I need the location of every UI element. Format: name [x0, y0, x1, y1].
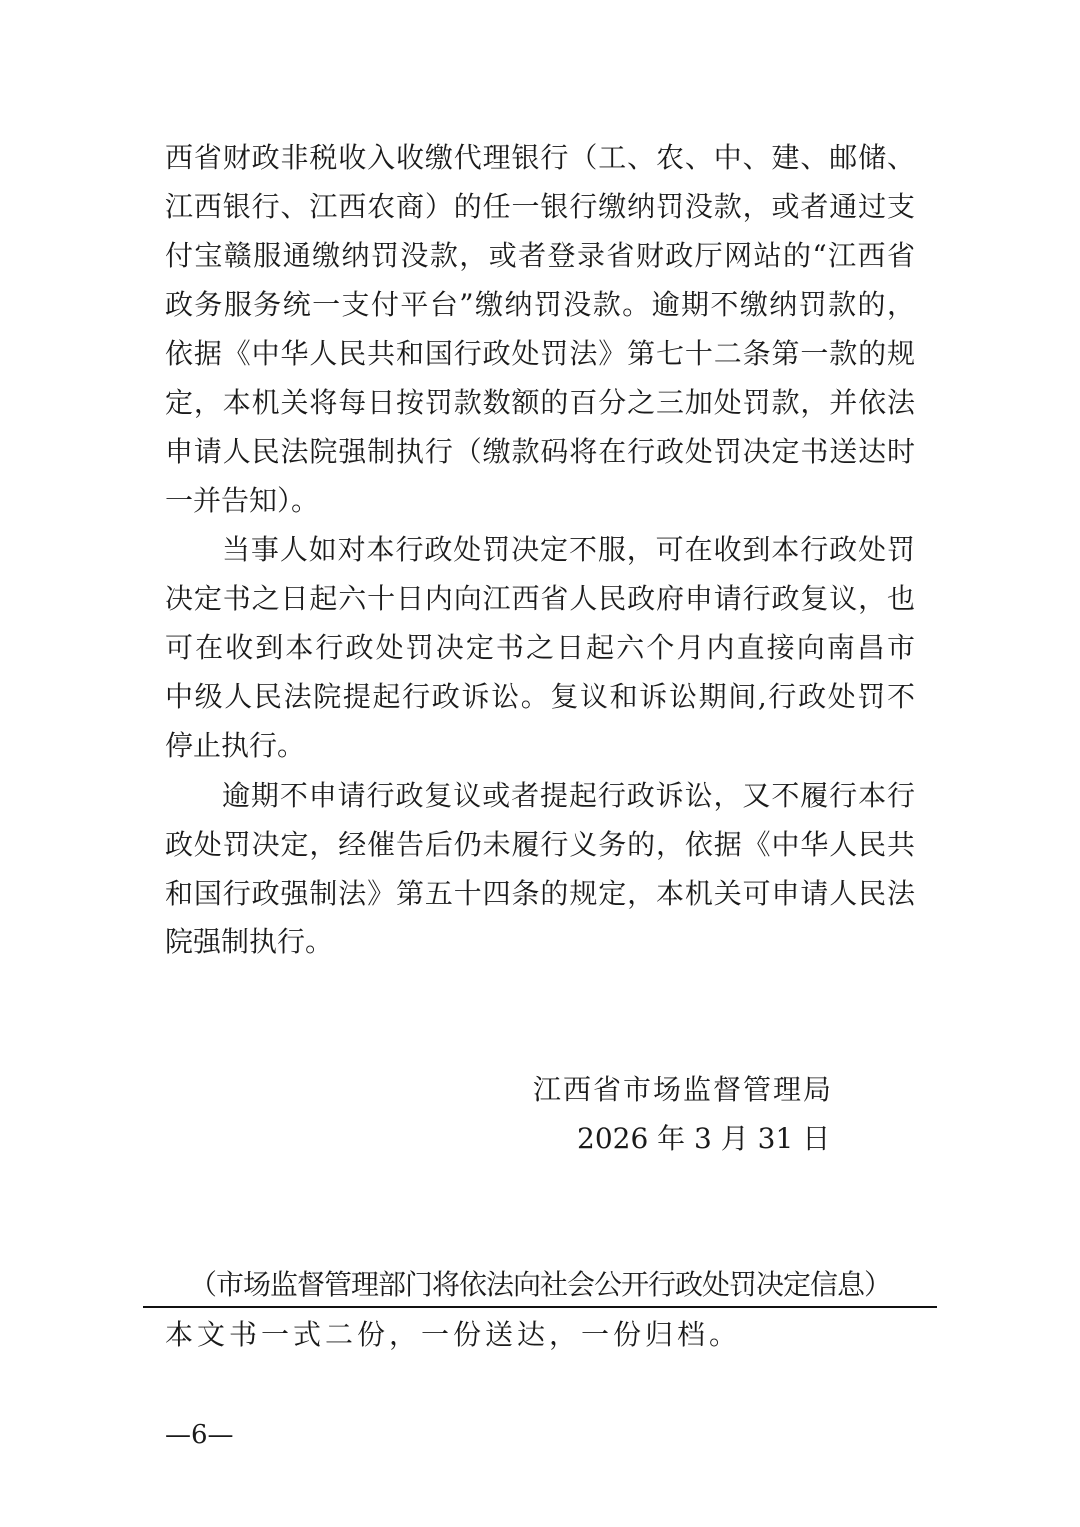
text-line: 定，本机关将每日按罚款数额的百分之三加处罚款，并依法	[165, 386, 915, 419]
text-line: 当事人如对本行政处罚决定不服，可在收到本行政处罚	[222, 533, 915, 566]
issue-date: 2026 年 3 月 31 日	[577, 1122, 831, 1155]
text-line: 西省财政非税收入收缴代理银行（工、农、中、建、邮储、	[165, 141, 915, 174]
text-line: 和国行政强制法》第五十四条的规定，本机关可申请人民法	[165, 877, 915, 910]
text-line: 可在收到本行政处罚决定书之日起六个月内直接向南昌市	[165, 631, 915, 664]
copies-note: 本文书一式二份，一份送达，一份归档。	[165, 1318, 742, 1351]
text-line: 政务服务统一支付平台”缴纳罚没款。逾期不缴纳罚款的，	[165, 288, 915, 321]
text-line: 一并告知）。	[165, 484, 320, 517]
divider-rule	[143, 1306, 937, 1308]
text-line: 政处罚决定，经催告后仍未履行义务的，依据《中华人民共	[165, 828, 915, 861]
text-line: 院强制执行。	[165, 925, 334, 958]
text-line: 决定书之日起六十日内向江西省人民政府申请行政复议，也	[165, 582, 915, 615]
issuing-authority: 江西省市场监督管理局	[533, 1073, 834, 1106]
text-line: 停止执行。	[165, 729, 306, 762]
text-line: 依据《中华人民共和国行政处罚法》第七十二条第一款的规	[165, 337, 915, 370]
text-line: 申请人民法院强制执行（缴款码将在行政处罚决定书送达时	[165, 435, 915, 468]
page-number: —6—	[165, 1420, 234, 1450]
text-line: 江西银行、江西农商）的任一银行缴纳罚没款，或者通过支	[165, 190, 915, 223]
text-line: 逾期不申请行政复议或者提起行政诉讼，又不履行本行	[222, 779, 915, 812]
text-line: 中级人民法院提起行政诉讼。复议和诉讼期间,行政处罚不	[165, 680, 915, 713]
text-line: 付宝赣服通缴纳罚没款，或者登录省财政厅网站的“江西省	[165, 239, 915, 272]
disclosure-note: （市场监督管理部门将依法向社会公开行政处罚决定信息）	[188, 1268, 891, 1301]
